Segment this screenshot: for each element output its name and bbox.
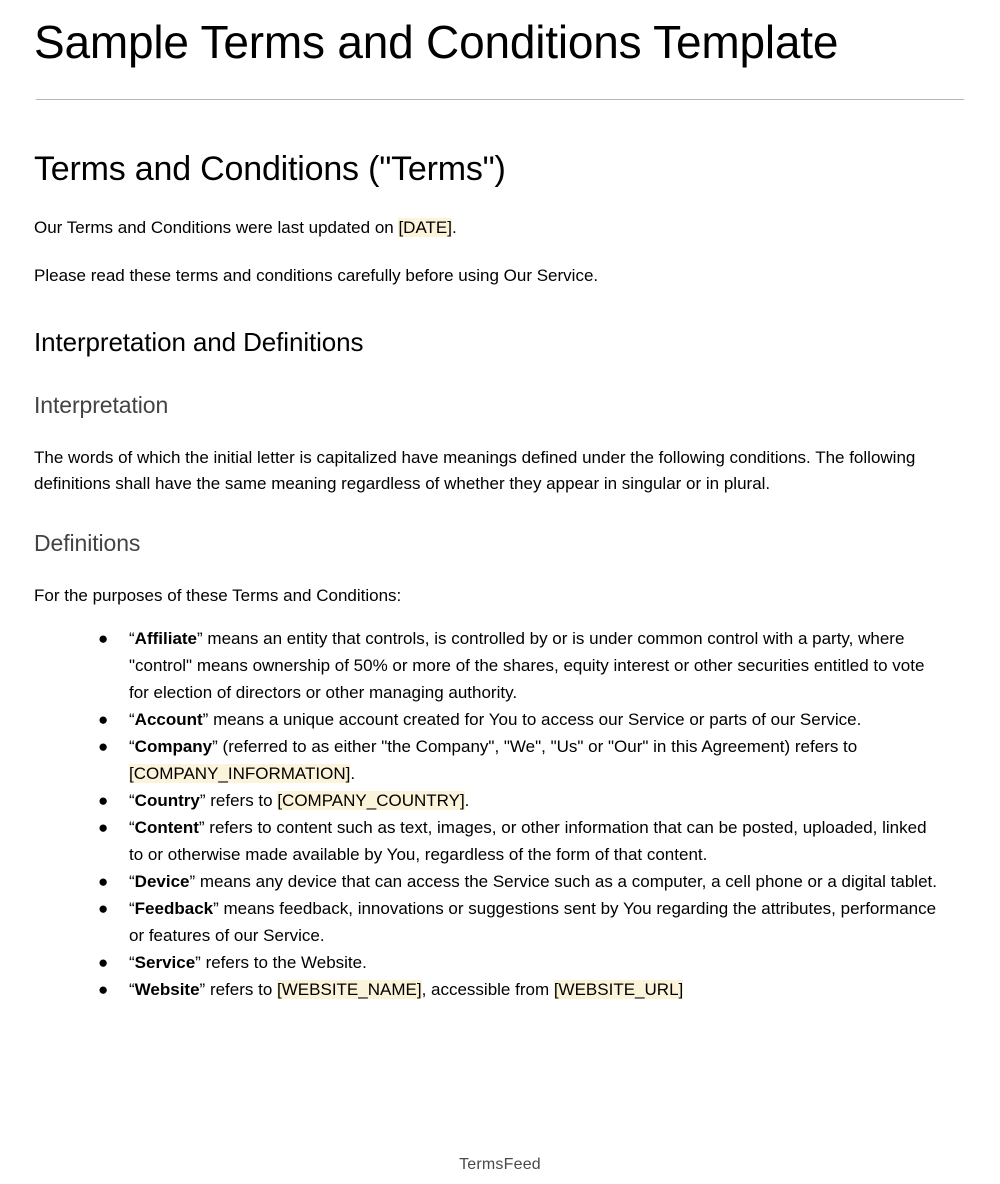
definition-item (32, 976, 968, 1003)
definition-text: refers to (205, 791, 278, 810)
definition-item (32, 733, 968, 787)
open-quote: “ (129, 791, 135, 810)
definition-term: Service (134, 953, 196, 972)
open-quote: “ (129, 737, 135, 756)
last-updated-paragraph (32, 190, 968, 241)
definition-text: refers to (205, 980, 278, 999)
bullet-icon: ● (98, 899, 109, 918)
definition-item (32, 895, 968, 949)
definitions-intro-paragraph: For the purposes of these Terms and Conditions: (34, 586, 402, 605)
definition-text: means any device that can access the Service such as a computer, a cell phone or a digital tablet. (195, 872, 937, 891)
definition-term: Company (134, 737, 213, 756)
terms-heading: Terms and Conditions ("Terms") (34, 150, 506, 188)
definition-term: Device (134, 872, 190, 891)
definition-term: Affiliate (134, 629, 198, 648)
open-quote: “ (129, 629, 135, 648)
definition-term: Account (134, 710, 203, 729)
read-notice-paragraph: Please read these terms and conditions carefully before using Our Service. (34, 266, 599, 285)
open-quote: “ (129, 818, 135, 837)
interpretation-definitions-heading: Interpretation and Definitions (34, 327, 364, 357)
definition-text-after: , accessible from (421, 980, 554, 999)
definition-text: refers to the Website. (200, 953, 367, 972)
close-quote: ” (202, 710, 209, 729)
open-quote: “ (129, 899, 135, 918)
definition-item (32, 814, 968, 868)
bullet-icon: ● (98, 791, 109, 810)
close-quote: ” (213, 899, 219, 918)
bullet-icon: ● (98, 953, 109, 972)
placeholder-token: [WEBSITE_NAME] (277, 980, 422, 999)
definition-term: Feedback (134, 899, 214, 918)
bullet-icon: ● (98, 980, 109, 999)
placeholder-token: [COMPANY_COUNTRY] (277, 791, 465, 810)
definition-term: Website (134, 980, 200, 999)
bullet-icon: ● (98, 818, 109, 837)
open-quote: “ (129, 872, 135, 891)
open-quote: “ (129, 953, 135, 972)
definition-item (32, 868, 968, 895)
placeholder-token: [COMPANY_INFORMATION] (129, 764, 351, 783)
definitions-subheading: Definitions (34, 530, 141, 556)
definition-text: refers to content such as text, images, or other information that can be posted, uploaded, linked to or otherwise made available by You, regardless of the form of that content. (129, 818, 927, 864)
definition-item (32, 625, 968, 706)
interpretation-subheading: Interpretation (34, 392, 169, 418)
definition-item (32, 787, 968, 814)
footer-brand: TermsFeed (459, 1156, 541, 1173)
close-quote: ” (212, 737, 218, 756)
close-quote: ” (199, 980, 206, 999)
definition-text: means feedback, innovations or suggestions sent by You regarding the attributes, performance or features of our Service. (129, 899, 937, 945)
bullet-icon: ● (98, 629, 109, 648)
open-quote: “ (129, 710, 135, 729)
definition-text-after: . (464, 791, 470, 810)
interpretation-paragraph: The words of which the initial letter is capitalized have meanings defined under the following conditions. The following definitions shall have the same meaning regardless of whether they appear in singular or in plural. (34, 448, 916, 493)
page-title: Sample Terms and Conditions Template (34, 16, 839, 68)
date-placeholder: [DATE] (398, 218, 452, 237)
bullet-icon: ● (98, 872, 109, 891)
last-updated-suffix: . (451, 218, 457, 237)
placeholder-token-secondary: [WEBSITE_URL] (553, 980, 684, 999)
close-quote: ” (199, 791, 206, 810)
definition-item (32, 706, 968, 733)
close-quote: ” (189, 872, 196, 891)
definition-text: (referred to as either "the Company", "We", "Us" or "Our" in this Agreement) refers to (217, 737, 858, 756)
definitions-list (32, 609, 968, 1003)
bullet-icon: ● (98, 710, 109, 729)
definition-term: Content (134, 818, 199, 837)
definition-item (32, 949, 968, 976)
definition-text: means an entity that controls, is controlled by or is under common control with a party, where "control" means ownership of 50% or more of the shares, equity interest or other securities entitled to vote for election of directors or other managing authority. (129, 629, 925, 702)
last-updated-prefix: Our Terms and Conditions were last updated on (34, 218, 399, 237)
close-quote: ” (195, 953, 201, 972)
definition-text-after: . (350, 764, 356, 783)
definition-term: Country (134, 791, 200, 810)
close-quote: ” (197, 629, 203, 648)
open-quote: “ (129, 980, 135, 999)
close-quote: ” (198, 818, 205, 837)
bullet-icon: ● (98, 737, 109, 756)
definition-text: means a unique account created for You to access our Service or parts of our Service. (208, 710, 862, 729)
